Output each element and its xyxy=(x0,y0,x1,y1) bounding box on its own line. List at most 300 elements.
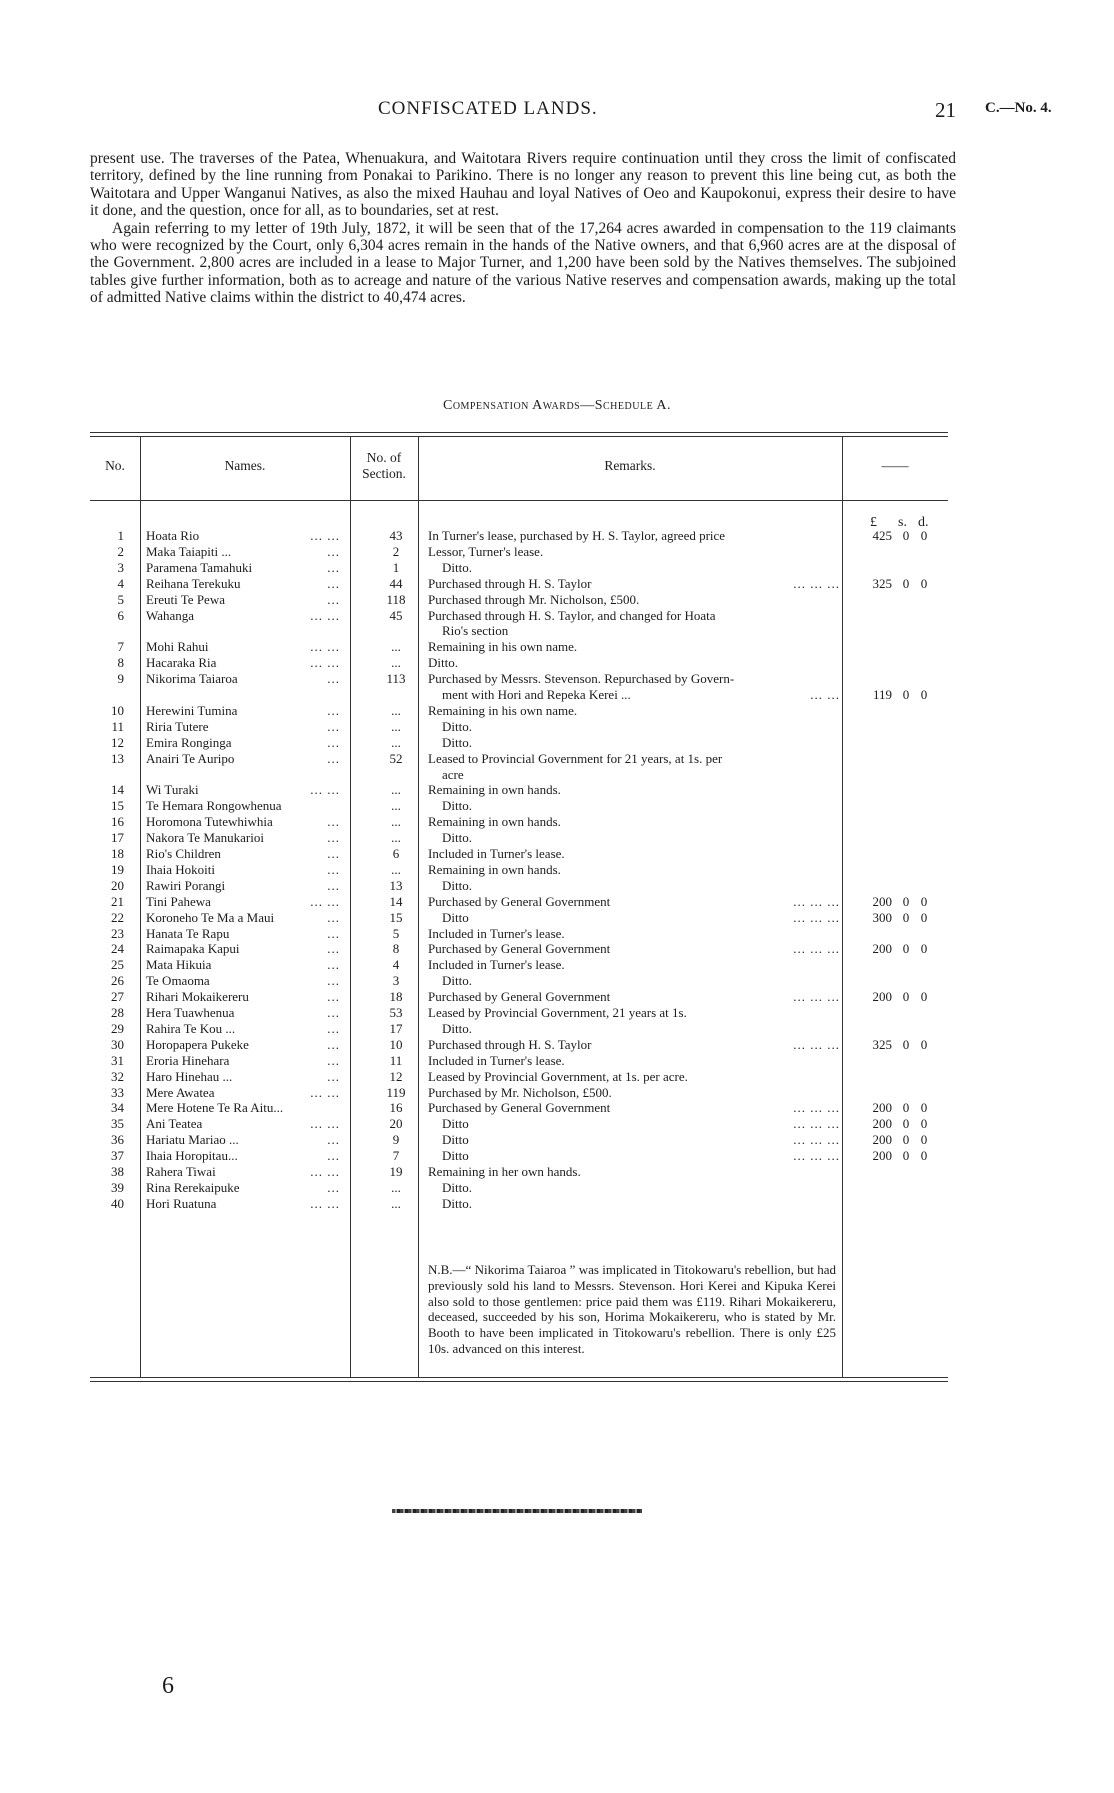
table-row xyxy=(90,846,948,862)
row-section: 16 xyxy=(389,1100,403,1116)
row-number: 37 xyxy=(111,1148,124,1164)
row-section: 11 xyxy=(389,1052,403,1068)
row-section: 17 xyxy=(389,1020,403,1036)
row-remarks-dots: ... ... ... xyxy=(793,1036,840,1052)
row-pence: 0 xyxy=(920,687,928,702)
table-row xyxy=(90,957,948,973)
header-no: No. xyxy=(105,458,125,473)
row-name: Horomona Tutewhiwhia xyxy=(146,814,273,830)
row-remarks-dots: ... ... ... xyxy=(793,1100,840,1116)
row-pence: 0 xyxy=(920,1036,928,1052)
row-pence: 0 xyxy=(920,893,928,909)
row-remarks: Purchased by General Government xyxy=(428,989,611,1005)
table-row xyxy=(90,1116,948,1132)
row-name: Ani Teatea xyxy=(146,1116,203,1132)
table-row xyxy=(90,830,948,846)
row-section: 45 xyxy=(389,607,403,623)
table-row xyxy=(90,1037,948,1053)
table-row xyxy=(90,623,948,639)
row-name: Hacaraka Ria xyxy=(146,655,217,671)
row-remarks: Lessor, Turner's lease. xyxy=(428,543,544,559)
row-number: 3 xyxy=(117,559,124,575)
table-row xyxy=(90,703,948,719)
row-remarks-dots: ... ... ... xyxy=(793,989,840,1005)
table-row xyxy=(90,608,948,624)
row-pounds: 325 xyxy=(872,1036,892,1052)
row-number: 15 xyxy=(111,798,124,814)
row-pence: 0 xyxy=(920,1148,928,1164)
row-leader-dots: ... xyxy=(327,1148,340,1164)
row-leader-dots: ... ... xyxy=(310,1084,340,1100)
table-row xyxy=(90,576,948,592)
row-name: Mere Awatea xyxy=(146,1084,215,1100)
running-title: CONFISCATED LANDS. xyxy=(378,98,598,119)
row-remarks: Purchased through H. S. Taylor xyxy=(428,575,592,591)
row-name: Hera Tuawhenua xyxy=(146,1005,235,1020)
row-number: 22 xyxy=(111,909,124,925)
row-section: 44 xyxy=(389,575,403,591)
row-remarks: Rio's section xyxy=(442,623,509,639)
row-number: 28 xyxy=(111,1005,124,1020)
row-leader-dots: ... xyxy=(327,957,340,973)
row-section: 6 xyxy=(392,846,400,861)
row-remarks: Ditto. xyxy=(442,1179,472,1195)
row-name: Paramena Tamahuki xyxy=(146,559,253,575)
row-name: Rahira Te Kou ... xyxy=(146,1020,236,1036)
row-leader-dots: ... xyxy=(327,575,340,591)
row-name: Koroneho Te Ma a Maui xyxy=(146,909,275,925)
row-number: 19 xyxy=(111,861,124,877)
row-number: 26 xyxy=(111,973,124,989)
row-leader-dots: ... ... xyxy=(310,893,340,909)
row-leader-dots: ... xyxy=(327,543,340,559)
row-name: Wahanga xyxy=(146,607,195,623)
row-remarks: Purchased through Mr. Nicholson, £500. xyxy=(428,591,640,607)
row-leader-dots: ... xyxy=(327,718,340,734)
row-number: 38 xyxy=(111,1164,124,1179)
row-section: ... xyxy=(391,639,401,655)
row-remarks: Ditto xyxy=(442,909,469,925)
row-pounds: 200 xyxy=(872,1100,892,1116)
row-shillings: 0 xyxy=(902,1116,910,1132)
table-row xyxy=(90,1132,948,1148)
row-remarks: Purchased by General Government xyxy=(428,893,611,909)
row-section: ... xyxy=(391,814,401,830)
row-number: 4 xyxy=(117,575,124,591)
row-shillings: 0 xyxy=(902,1132,910,1148)
row-pounds: 300 xyxy=(872,909,892,925)
row-name: Mere Hotene Te Ra Aitu... xyxy=(146,1100,284,1116)
row-leader-dots: ... xyxy=(327,1020,340,1036)
table-row xyxy=(90,1085,948,1101)
row-remarks: Ditto. xyxy=(428,655,458,671)
row-section: 7 xyxy=(392,1148,400,1164)
row-name: Rawiri Porangi xyxy=(146,877,226,893)
row-remarks: Ditto xyxy=(442,1148,469,1164)
table-row xyxy=(90,926,948,942)
row-leader-dots: ... xyxy=(327,1068,340,1084)
table-row xyxy=(90,798,948,814)
row-pence: 0 xyxy=(920,1100,928,1116)
row-remarks: Included in Turner's lease. xyxy=(428,925,565,941)
row-remarks: Ditto xyxy=(442,1116,469,1132)
row-number: 11 xyxy=(111,718,124,734)
row-number: 13 xyxy=(111,750,124,766)
row-remarks: Ditto. xyxy=(442,734,472,750)
row-leader-dots: ... ... xyxy=(310,1116,340,1132)
row-section: 18 xyxy=(389,989,403,1005)
row-leader-dots: ... xyxy=(327,591,340,607)
row-name: Horopapera Pukeke xyxy=(146,1036,249,1052)
row-name: Rihari Mokaikereru xyxy=(146,989,249,1005)
row-section: 52 xyxy=(389,750,403,766)
row-section: 3 xyxy=(392,973,400,989)
row-remarks: Purchased through H. S. Taylor, and changed for Hoata xyxy=(428,607,716,623)
row-name: Reihana Terekuku xyxy=(146,575,241,591)
row-leader-dots: ... xyxy=(327,1036,340,1052)
row-number: 5 xyxy=(117,591,124,607)
row-remarks: Purchased by General Government xyxy=(428,941,611,957)
row-leader-dots: ... xyxy=(327,846,340,861)
row-number: 7 xyxy=(117,639,124,655)
row-name: Rahera Tiwai xyxy=(146,1164,216,1179)
row-leader-dots: ... ... xyxy=(310,607,340,623)
row-remarks: Purchased by General Government xyxy=(428,1100,611,1116)
row-pounds: 200 xyxy=(872,1116,892,1132)
table-row xyxy=(90,528,948,544)
table-row xyxy=(90,719,948,735)
table-row xyxy=(90,671,948,687)
header-section-line2: Section. xyxy=(362,466,406,481)
table-bottom-rule xyxy=(90,1377,948,1378)
table-top-rule-inner xyxy=(90,436,948,437)
table-row xyxy=(90,878,948,894)
row-name: Ereuti Te Pewa xyxy=(146,591,225,607)
table-row xyxy=(90,941,948,957)
row-section: 15 xyxy=(389,909,403,925)
row-remarks: Remaining in own hands. xyxy=(428,861,561,877)
row-pounds: 325 xyxy=(872,575,892,591)
row-number: 31 xyxy=(111,1052,124,1068)
row-remarks: ment with Hori and Repeka Kerei ... xyxy=(442,687,631,702)
table-row xyxy=(90,1180,948,1196)
row-leader-dots: ... xyxy=(327,909,340,925)
row-pounds: 200 xyxy=(872,893,892,909)
row-remarks: Ditto. xyxy=(442,718,472,734)
row-section: ... xyxy=(391,734,401,750)
row-number: 24 xyxy=(111,941,124,957)
page-header xyxy=(0,98,1114,128)
table-row xyxy=(90,1196,948,1212)
row-section: 20 xyxy=(389,1116,403,1132)
row-leader-dots: ... ... xyxy=(310,1195,340,1211)
table-row xyxy=(90,1005,948,1021)
row-leader-dots: ... xyxy=(327,671,340,687)
row-remarks: Purchased through H. S. Taylor xyxy=(428,1036,592,1052)
row-number: 18 xyxy=(111,846,124,861)
row-pounds: 200 xyxy=(872,1148,892,1164)
row-pence: 0 xyxy=(920,575,928,591)
row-name: Hori Ruatuna xyxy=(146,1195,217,1211)
table-row xyxy=(90,751,948,767)
page-number: 21 xyxy=(935,98,956,122)
row-number: 29 xyxy=(111,1020,124,1036)
row-shillings: 0 xyxy=(902,893,910,909)
row-remarks: Purchased by Mr. Nicholson, £500. xyxy=(428,1084,612,1100)
row-name: Ihaia Hokoiti xyxy=(146,861,215,877)
row-pounds: 425 xyxy=(872,528,892,543)
row-number: 10 xyxy=(111,702,124,718)
row-pence: 0 xyxy=(920,528,928,543)
row-pence: 0 xyxy=(920,1116,928,1132)
row-remarks: Ditto. xyxy=(442,1020,472,1036)
table-row xyxy=(90,767,948,783)
table-row xyxy=(90,894,948,910)
table-row xyxy=(90,1100,948,1116)
row-leader-dots: ... xyxy=(327,877,340,893)
row-remarks: Ditto. xyxy=(442,973,472,989)
row-number: 23 xyxy=(111,925,124,941)
row-remarks: Ditto. xyxy=(442,1195,472,1211)
row-remarks: Remaining in own hands. xyxy=(428,782,561,798)
row-section: ... xyxy=(391,655,401,671)
row-leader-dots: ... xyxy=(327,750,340,766)
table-top-rule xyxy=(90,432,948,433)
row-section: ... xyxy=(391,782,401,798)
row-number: 30 xyxy=(111,1036,124,1052)
row-shillings: 0 xyxy=(902,989,910,1005)
header-amount: —— xyxy=(881,458,909,473)
row-name: Hanata Te Rapu xyxy=(146,925,230,941)
row-shillings: 0 xyxy=(902,1100,910,1116)
row-name: Riria Tutere xyxy=(146,718,209,734)
table-row xyxy=(90,687,948,703)
row-number: 21 xyxy=(111,893,124,909)
row-remarks: Included in Turner's lease. xyxy=(428,957,565,973)
table-row xyxy=(90,639,948,655)
row-number: 17 xyxy=(111,830,124,846)
table-row xyxy=(90,1148,948,1164)
row-remarks-dots: ... ... ... xyxy=(793,941,840,957)
table-row xyxy=(90,910,948,926)
row-shillings: 0 xyxy=(902,1036,910,1052)
row-section: 12 xyxy=(389,1068,403,1084)
row-pounds: 200 xyxy=(872,1132,892,1148)
row-number: 20 xyxy=(111,877,124,893)
row-remarks: Leased by Provincial Government, 21 years at 1s. xyxy=(428,1005,687,1020)
row-name: Hoata Rio xyxy=(146,528,200,543)
row-shillings: 0 xyxy=(902,909,910,925)
row-number: 2 xyxy=(117,543,124,559)
row-remarks: Leased by Provincial Government, at 1s. per acre. xyxy=(428,1068,688,1084)
row-section: 119 xyxy=(386,1084,406,1100)
row-leader-dots: ... xyxy=(327,1179,340,1195)
row-section: ... xyxy=(391,718,401,734)
document-reference: C.—No. 4. xyxy=(985,100,1052,116)
row-section: 1 xyxy=(392,559,400,575)
row-name: Te Hemara Rongowhenua xyxy=(146,798,282,814)
row-section: 14 xyxy=(389,893,403,909)
row-section: 2 xyxy=(392,543,400,559)
row-number: 39 xyxy=(111,1179,124,1195)
row-name: Mohi Rahui xyxy=(146,639,209,655)
table-caption: Compensation Awards—Schedule A. xyxy=(442,398,672,413)
row-remarks: In Turner's lease, purchased by H. S. Taylor, agreed price xyxy=(428,528,726,543)
row-shillings: 0 xyxy=(902,575,910,591)
row-remarks: Remaining in her own hands. xyxy=(428,1164,581,1179)
row-leader-dots: ... xyxy=(327,702,340,718)
row-remarks-dots: ... ... ... xyxy=(793,893,840,909)
row-section: ... xyxy=(391,1195,401,1211)
row-number: 9 xyxy=(117,671,124,687)
row-remarks: Purchased by Messrs. Stevenson. Repurchased by Govern- xyxy=(428,671,735,687)
row-name: Rina Rerekaipuke xyxy=(146,1179,240,1195)
row-section: 118 xyxy=(386,591,406,607)
table-row xyxy=(90,862,948,878)
row-pounds: 200 xyxy=(872,941,892,957)
row-remarks-dots: ... ... ... xyxy=(793,909,840,925)
row-leader-dots: ... xyxy=(327,734,340,750)
body-text xyxy=(90,150,956,307)
row-leader-dots: ... xyxy=(327,989,340,1005)
row-section: ... xyxy=(391,798,401,814)
row-remarks-dots: ... ... ... xyxy=(793,575,840,591)
row-name: Wi Turaki xyxy=(146,782,199,798)
table-row xyxy=(90,782,948,798)
row-shillings: 0 xyxy=(902,528,910,543)
row-leader-dots: ... xyxy=(327,925,340,941)
row-leader-dots: ... xyxy=(327,861,340,877)
row-remarks: Remaining in his own name. xyxy=(428,702,578,718)
row-shillings: 0 xyxy=(902,687,910,702)
row-name: Rio's Children xyxy=(146,846,221,861)
row-pounds: 119 xyxy=(872,687,892,702)
row-section: 9 xyxy=(392,1132,400,1148)
header-names: Names. xyxy=(224,458,266,473)
row-section: 13 xyxy=(389,877,403,893)
row-section: 113 xyxy=(386,671,406,687)
row-number: 40 xyxy=(111,1195,124,1211)
row-remarks: Included in Turner's lease. xyxy=(428,1052,565,1068)
table-row xyxy=(90,655,948,671)
row-name: Ihaia Horopitau... xyxy=(146,1148,238,1164)
row-leader-dots: ... ... xyxy=(310,655,340,671)
table-bottom-rule-inner xyxy=(90,1381,948,1382)
unit-pounds: £ xyxy=(870,515,877,530)
row-leader-dots: ... xyxy=(327,559,340,575)
table-row xyxy=(90,814,948,830)
row-number: 32 xyxy=(111,1068,124,1084)
table-row xyxy=(90,735,948,751)
row-name: Haro Hinehau ... xyxy=(146,1068,233,1084)
paragraph: present use. The traverses of the Patea, Whenuakura, and Waitotara Rivers require continuation until they cross the limit of confiscated territory, defined by the line running from Ponakai to Parikino. There is no longer any reason to prevent this line being cut, as both the Waitotara and Upper Wanganui Natives, as also the mixed Hauhau and loyal Natives of Oeo and Kaupokonui, express their desire to have it done, and the question, once for all, as to boundaries, set at rest. xyxy=(90,150,956,220)
row-name: Mata Hikuia xyxy=(146,957,212,973)
row-remarks: Ditto. xyxy=(442,830,472,846)
row-number: 33 xyxy=(111,1084,124,1100)
row-pence: 0 xyxy=(920,909,928,925)
row-remarks-dots: ... ... ... xyxy=(793,1116,840,1132)
row-name: Anairi Te Auripo xyxy=(146,750,235,766)
row-remarks: Ditto. xyxy=(442,877,472,893)
row-name: Te Omaoma xyxy=(146,973,210,989)
table-row xyxy=(90,592,948,608)
row-remarks-dots: ... ... ... xyxy=(793,1148,840,1164)
table-row xyxy=(90,560,948,576)
row-name: Nikorima Taiaroa xyxy=(146,671,238,687)
row-name: Emira Ronginga xyxy=(146,734,232,750)
table-row xyxy=(90,1164,948,1180)
row-number: 16 xyxy=(111,814,124,830)
row-number: 1 xyxy=(117,528,124,543)
decorative-rule xyxy=(392,1509,642,1513)
row-remarks: Remaining in his own name. xyxy=(428,639,578,655)
row-section: 8 xyxy=(392,941,400,957)
folio-number: 6 xyxy=(162,1673,174,1699)
table-row xyxy=(90,989,948,1005)
row-shillings: 0 xyxy=(902,941,910,957)
row-section: ... xyxy=(391,702,401,718)
row-number: 35 xyxy=(111,1116,124,1132)
row-leader-dots: ... xyxy=(327,814,340,830)
row-section: 43 xyxy=(389,528,403,543)
row-section: ... xyxy=(391,830,401,846)
row-number: 27 xyxy=(111,989,124,1005)
table-row xyxy=(90,1069,948,1085)
row-leader-dots: ... xyxy=(327,1132,340,1148)
row-name: Eroria Hinehara xyxy=(146,1052,230,1068)
row-section: 5 xyxy=(392,925,400,941)
table-note: N.B.—“ Nikorima Taiaroa ” was implicated in Titokowaru's rebellion, but had previously sold his land to Messrs. Stevenson. Hori Kerei and Kipuka Kerei also sold to those gentlemen: price paid them was £119. Rihari Mokaikereru, deceased, succeeded by his son, Horima Mokaikereru, who is stated by Mr. Booth to have been implicated in Titokowaru's rebellion. There is only £25 10s. advanced on this interest. xyxy=(428,1262,836,1356)
row-remarks-dots: ... ... ... xyxy=(793,1132,840,1148)
header-remarks: Remarks. xyxy=(604,458,656,473)
row-name: Tini Pahewa xyxy=(146,893,211,909)
row-leader-dots: ... xyxy=(327,830,340,846)
table-row xyxy=(90,973,948,989)
table-row xyxy=(90,1053,948,1069)
header-section xyxy=(350,450,418,482)
row-leader-dots: ... xyxy=(327,941,340,957)
row-remarks: Included in Turner's lease. xyxy=(428,846,565,861)
row-number: 12 xyxy=(111,734,124,750)
header-section-line1: No. of xyxy=(366,450,402,465)
row-name: Maka Taiapiti ... xyxy=(146,543,232,559)
table-row xyxy=(90,544,948,560)
row-name: Herewini Tumina xyxy=(146,702,238,718)
row-remarks-dots: ... ... xyxy=(810,687,840,702)
row-section: 19 xyxy=(389,1164,403,1179)
row-number: 34 xyxy=(111,1100,124,1116)
unit-shillings: s. xyxy=(898,515,907,530)
row-section: ... xyxy=(391,1179,401,1195)
row-remarks: Leased to Provincial Government for 21 years, at 1s. per xyxy=(428,750,723,766)
row-number: 6 xyxy=(117,607,124,623)
row-remarks: Remaining in own hands. xyxy=(428,814,561,830)
row-name: Raimapaka Kapui xyxy=(146,941,240,957)
row-section: 10 xyxy=(389,1036,403,1052)
row-remarks: acre xyxy=(442,766,464,782)
row-name: Hariatu Mariao ... xyxy=(146,1132,239,1148)
row-shillings: 0 xyxy=(902,1148,910,1164)
row-leader-dots: ... ... xyxy=(310,1164,340,1179)
row-number: 14 xyxy=(111,782,124,798)
row-number: 25 xyxy=(111,957,124,973)
unit-pence: d. xyxy=(918,515,929,530)
row-leader-dots: ... xyxy=(327,1005,340,1020)
row-pence: 0 xyxy=(920,1132,928,1148)
row-remarks: Ditto. xyxy=(442,798,472,814)
row-pounds: 200 xyxy=(872,989,892,1005)
row-leader-dots: ... xyxy=(327,1052,340,1068)
